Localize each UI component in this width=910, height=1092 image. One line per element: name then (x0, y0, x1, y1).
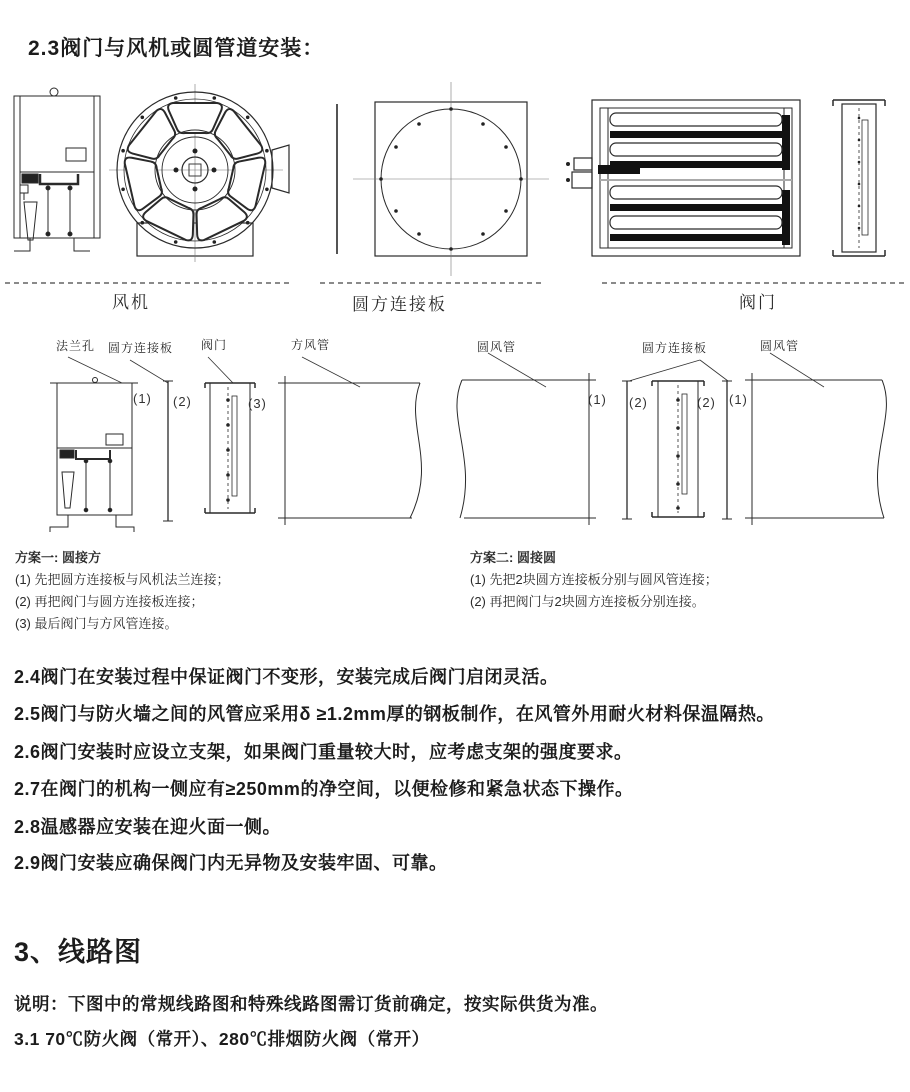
fan-front-view-drawing (109, 84, 289, 262)
flange-hole-label: 法兰孔 (56, 339, 96, 353)
marker-1b: (1) (588, 392, 607, 407)
scheme2-block (470, 547, 718, 613)
note-2-4: 2.4阀门在安装过程中保证阀门不变形，安装完成后阀门启闭灵活。 (14, 667, 559, 687)
valve-caption: 阀门 (739, 293, 777, 312)
marker-1a: (1) (133, 391, 152, 406)
plate-label-2: 圆方连接板 (642, 341, 708, 355)
note-2-5: 2.5阀门与防火墙之间的风管应采用δ ≥1.2mm厚的钢板制作，在风管外用耐火材料保温隔热。 (14, 704, 775, 724)
diagram-square-duct (278, 376, 422, 525)
note-2-6: 2.6阀门安装时应设立支架，如果阀门重量较大时，应考虑支架的强度要求。 (14, 742, 633, 762)
leader-lines (68, 353, 824, 387)
scheme1-step: (3) 最后阀门与方风管连接。 (15, 616, 178, 631)
valve-actuator (574, 158, 592, 170)
fan-caption: 风机 (112, 293, 150, 312)
page-title: 2.3阀门与风机或圆管道安装： (28, 37, 325, 60)
scheme1-block (15, 547, 230, 635)
round-duct-label-left: 圆风管 (477, 340, 517, 354)
diagram-round-duct-right (745, 373, 886, 525)
scheme2-step: (2) 再把阀门与2块圆方连接板分别连接。 (470, 594, 705, 609)
plate-drawing (337, 82, 549, 276)
marker-2a: (2) (173, 394, 192, 409)
valve-drawing (566, 100, 885, 256)
note-2-8: 2.8温感器应安装在迎火面一侧。 (14, 817, 282, 837)
scheme1-step: (1) 先把圆方连接板与风机法兰连接； (15, 572, 230, 587)
diagram-round-duct-left (457, 373, 596, 525)
square-duct-label: 方风管 (291, 338, 331, 352)
plate-caption: 圆方连接板 (352, 295, 447, 314)
plate-label-1: 圆方连接板 (108, 341, 174, 355)
diagram-fan (50, 378, 138, 533)
scheme1-step: (2) 再把阀门与圆方连接板连接； (15, 594, 204, 609)
installation-diagram (0, 330, 910, 545)
marker-1c: (1) (729, 392, 748, 407)
scheme2-step: (1) 先把2块圆方连接板分别与圆风管连接； (470, 572, 718, 587)
note-2-9: 2.9阀门安装应确保阀门内无异物及安装牢固、可靠。 (14, 853, 448, 873)
marker-2b: (2) (629, 395, 648, 410)
valve-label-1: 阀门 (201, 338, 228, 352)
fan-side-view-drawing (14, 88, 100, 251)
component-drawings (0, 85, 910, 315)
scheme1-title: 方案一: 圆接方 (15, 550, 101, 565)
scheme2-title: 方案二: 圆接圆 (470, 550, 556, 565)
note-2-7: 2.7在阀门的机构一侧应有≥250mm的净空间，以便检修和紧急状态下操作。 (14, 779, 634, 799)
section3-item-3-1: 3.1 70℃防火阀（常开）、280℃排烟防火阀（常开） (14, 1029, 430, 1049)
marker-2c: (2) (697, 395, 716, 410)
marker-3a: (3) (248, 396, 267, 411)
diagram-plate-1 (163, 381, 173, 521)
fan-handle (272, 145, 289, 193)
section3-title: 3、线路图 (14, 937, 143, 967)
round-duct-label-right: 圆风管 (760, 339, 800, 353)
section3-note: 说明：下图中的常规线路图和特殊线路图需订货前确定，按实际供货为准。 (14, 994, 608, 1014)
